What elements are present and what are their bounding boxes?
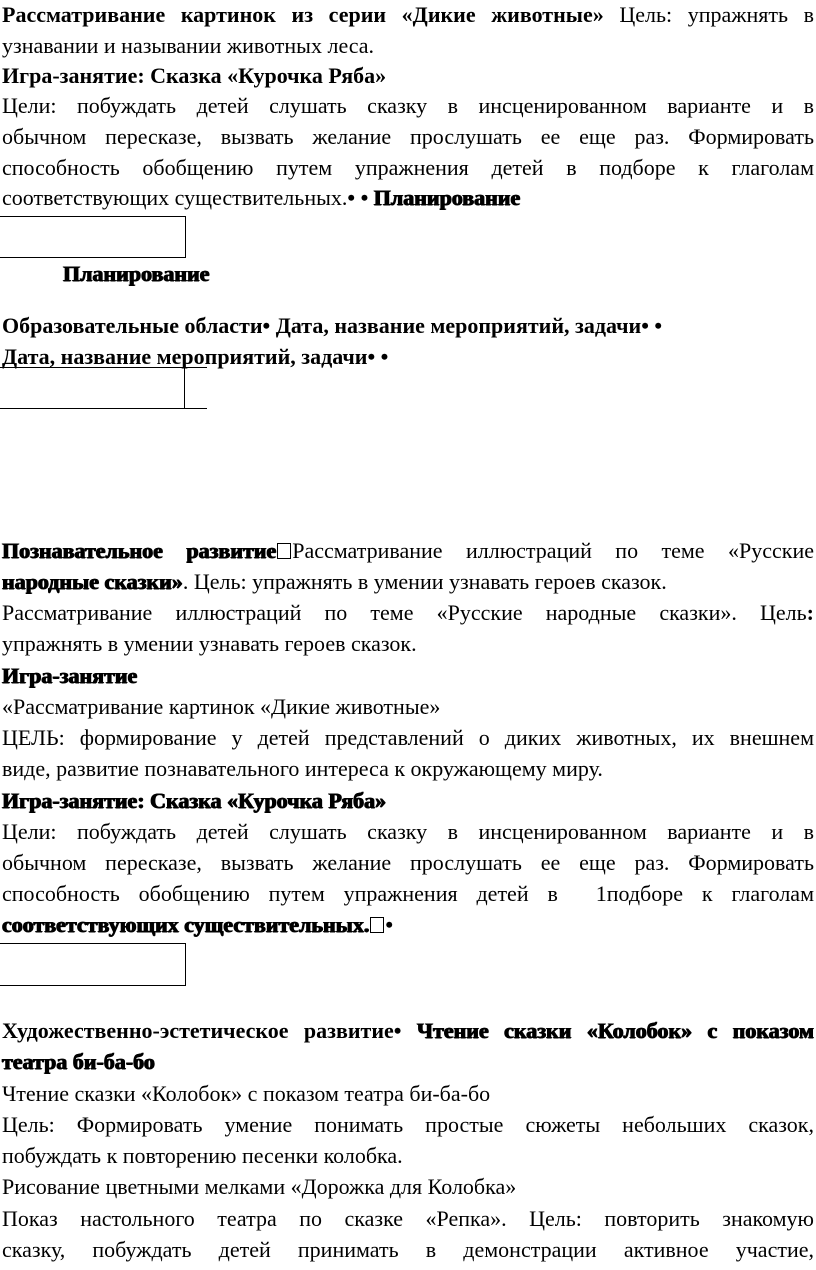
- cognitive-label: Познавательное развитие: [2, 538, 277, 563]
- intro-line-7-text: соответствующих существительных.: [2, 185, 348, 210]
- checkbox-glyph-icon: [370, 917, 384, 933]
- game-1-title: «Рассматривание картинок «Дикие животные»: [2, 694, 441, 719]
- colon-mark: :: [806, 600, 814, 625]
- game-2-line-4-text: соответствующих существительных.: [2, 912, 370, 937]
- cognitive-line-3: [2, 598, 814, 628]
- art-goal-2: побуждать к повторению песенки колобка.: [2, 1143, 403, 1168]
- checkbox-glyph-icon: [277, 543, 291, 559]
- game-2-line-1: Цели: побуждать детей слушать сказку в инсценированном варианте и в: [2, 819, 814, 844]
- intro-game-heading: Игра-занятие: Сказка «Курочка Ряба»: [2, 63, 387, 88]
- intro-line-7: [2, 183, 814, 213]
- intro-line-6: способность обобщению путем упражнения детей в подборе к глаголам: [2, 155, 814, 180]
- table-rule-bottom: [0, 408, 207, 409]
- column-header-areas: Образовательные области: [2, 313, 263, 338]
- intro-line-2: узнавании и назывании животных леса.: [2, 33, 375, 58]
- cognitive-goal: . Цель: упражнять в умении узнавать героев сказок.: [182, 569, 667, 594]
- cognitive-illustrations: Рассматривание иллюстраций по теме «Русские: [292, 538, 814, 563]
- art-reading: Чтение сказки «Колобок» с показом театра би-ба-бо: [2, 1081, 491, 1106]
- game-2-heading: Игра-занятие: Сказка «Курочка Ряба»: [2, 788, 387, 813]
- intro-goal-start: Цель: упражнять в: [603, 2, 814, 27]
- cognitive-line-4: упражнять в умении узнавать героев сказок.: [2, 631, 417, 656]
- art-theatre-1: Показ настольного театра по сказке «Репка». Цель: повторить знакомую: [2, 1206, 814, 1231]
- column-header-date-2: Дата, название мероприятий, задачи: [2, 344, 368, 369]
- game-2-line-4: [2, 910, 814, 940]
- game-2-line-2: обычном пересказе, вызвать желание прослушать ее еще раз. Формировать: [2, 850, 814, 875]
- cognitive-title-end: народные сказки»: [2, 569, 183, 594]
- art-goal-1: Цель: Формировать умение понимать простые сюжеты небольших сказок,: [2, 1112, 814, 1137]
- intro-line-5: обычном пересказе, вызвать желание прослушать ее еще раз. Формировать: [2, 124, 814, 149]
- game-2-line-3: способность обобщению путем упражнения детей в 1подборе к глаголам: [2, 881, 814, 906]
- game-1-goal-1: ЦЕЛЬ: формирование у детей представлений о диких животных, их внешнем: [2, 725, 814, 750]
- art-heading-1: Чтение сказки «Колобок» с показом: [416, 1018, 814, 1043]
- bullet-marks: • •: [367, 344, 389, 369]
- art-label: Художественно-эстетическое развитие: [2, 1018, 394, 1043]
- table-rule-vertical: [184, 367, 185, 408]
- planning-inline-heading: Планирование: [373, 185, 521, 210]
- bullet-mark: •: [393, 1018, 402, 1043]
- bullet-mark: •: [385, 912, 394, 937]
- art-heading-2: театра би-ба-бо: [2, 1049, 155, 1074]
- bullet-marks: • •: [641, 313, 663, 338]
- art-theatre-2: сказку, побуждать детей принимать в демонстрации активное участие,: [2, 1237, 814, 1262]
- art-drawing: Рисование цветными мелками «Дорожка для Колобка»: [2, 1174, 517, 1199]
- intro-line-1: [2, 0, 814, 30]
- empty-table-cell: [0, 216, 186, 258]
- intro-title: Рассматривание картинок из серии «Дикие животные»: [2, 2, 604, 27]
- column-header-date: • Дата, название мероприятий, задачи: [262, 313, 642, 338]
- game-1-heading: Игра-занятие: [2, 663, 138, 688]
- table-rule-top: [0, 367, 207, 368]
- art-line-1: [2, 1016, 814, 1046]
- cognitive-text: Рассматривание иллюстраций по теме «Русские народные сказки». Цель: [2, 600, 807, 625]
- cognitive-line-2: [2, 567, 814, 597]
- empty-table-cell: [0, 943, 186, 986]
- intro-line-4: Цели: побуждать детей слушать сказку в инсценированном варианте и в: [2, 93, 814, 118]
- columns-line-1: [2, 311, 814, 341]
- cognitive-line-1: [2, 536, 814, 566]
- game-1-goal-2: виде, развитие познавательного интереса к окружающему миру.: [2, 756, 603, 781]
- bullet-marks: • •: [347, 185, 369, 210]
- planning-heading: Планирование: [63, 261, 210, 286]
